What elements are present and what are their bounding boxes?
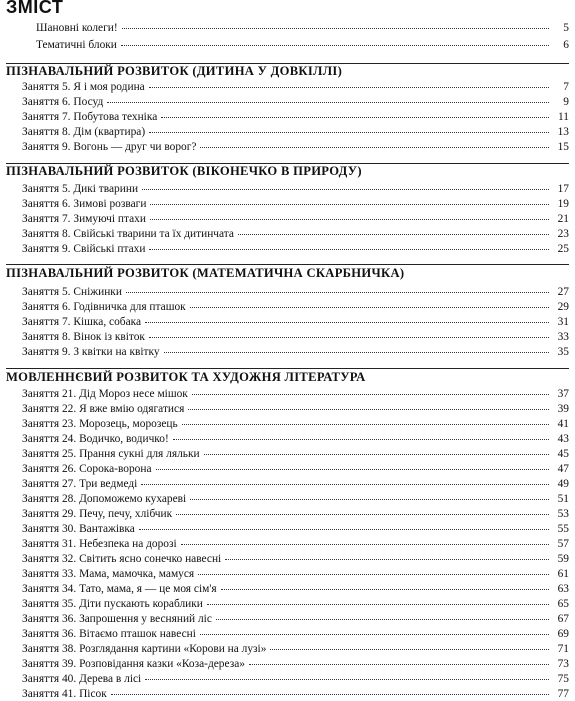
leader-dots [204, 444, 549, 455]
leader-dots [126, 282, 549, 293]
leader-dots [164, 342, 549, 353]
leader-dots [173, 429, 549, 440]
toc-entry [22, 626, 569, 640]
toc-entry [22, 226, 569, 240]
toc-entry-page: 27 [557, 286, 569, 298]
toc-entry [22, 641, 569, 655]
toc-entry-label: Заняття 9. Вогонь — друг чи ворог? [22, 141, 197, 153]
toc-entry [22, 124, 569, 138]
leader-dots [141, 474, 549, 485]
section-divider [6, 368, 569, 369]
toc-entry-label: Заняття 9. З квітки на квітку [22, 346, 160, 358]
toc-entry-label: Тематичні блоки [36, 39, 117, 51]
toc-entry-label: Заняття 8. Свійські тварини та їх дитинчата [22, 228, 234, 240]
toc-entry [22, 94, 569, 108]
toc-entry [22, 446, 569, 460]
leader-dots [200, 137, 549, 148]
toc-entry-page: 47 [557, 463, 569, 475]
toc-entry [22, 566, 569, 580]
toc-entry-page: 7 [563, 81, 569, 93]
toc-entry-label: Заняття 23. Морозець, морозець [22, 418, 178, 430]
toc-entry-label: Заняття 26. Сорока-ворона [22, 463, 152, 475]
toc-entry [22, 521, 569, 535]
toc-entry-page: 67 [557, 613, 569, 625]
toc-entry-label: Заняття 28. Допоможемо кухареві [22, 493, 187, 505]
toc-entry-page: 21 [557, 213, 569, 225]
toc-entry-page: 73 [557, 658, 569, 670]
toc-entry [22, 299, 569, 313]
leader-dots [190, 489, 549, 500]
toc-entry-label: Заняття 7. Зимуючі птахи [22, 213, 146, 225]
toc-entry-page: 17 [557, 183, 569, 195]
leader-dots [149, 77, 549, 88]
leader-dots [121, 35, 549, 46]
leader-dots [270, 639, 549, 650]
leader-dots [181, 534, 549, 545]
toc-entry-label: Заняття 40. Дерева в лісі [22, 673, 142, 685]
toc-entry [22, 314, 569, 328]
toc-entry-label: Заняття 36. Вітаємо пташок навесні [22, 628, 196, 640]
leader-dots [207, 594, 549, 605]
toc-entry-label: Заняття 30. Вантажівка [22, 523, 135, 535]
toc-entry-page: 33 [557, 331, 569, 343]
toc-entry [22, 671, 569, 685]
toc-entry-page: 37 [557, 388, 569, 400]
leader-dots [176, 504, 549, 515]
toc-entry-page: 69 [557, 628, 569, 640]
toc-entry-page: 23 [557, 228, 569, 240]
toc-entry-label: Заняття 8. Дім (квартира) [22, 126, 146, 138]
toc-entry-label: Заняття 7. Побутова техніка [22, 111, 158, 123]
toc-entry [22, 196, 569, 210]
toc-entry-label: Заняття 5. Дикі тварини [22, 183, 139, 195]
toc-entry [22, 211, 569, 225]
leader-dots [200, 624, 549, 635]
toc-entry [22, 416, 569, 430]
leader-dots [156, 459, 549, 470]
toc-entry-page: 43 [557, 433, 569, 445]
toc-entry [22, 109, 569, 123]
toc-entry-page: 29 [557, 301, 569, 313]
toc-entry [22, 536, 569, 550]
leader-dots [142, 179, 549, 190]
section-divider [6, 264, 569, 265]
section-heading: ПІЗНАВАЛЬНИЙ РОЗВИТОК (ВІКОНЕЧКО В ПРИРОДУ) [6, 164, 362, 178]
toc-entry-page: 35 [557, 346, 569, 358]
toc-entry-label: Заняття 22. Я вже вмію одягатися [22, 403, 185, 415]
page-title: ЗМІСТ [6, 0, 64, 17]
toc-entry-label: Заняття 6. Зимові розваги [22, 198, 147, 210]
toc-entry [22, 506, 569, 520]
toc-entry-page: 41 [557, 418, 569, 430]
toc-entry-label: Шановні колеги! [36, 22, 118, 34]
leader-dots [122, 18, 549, 29]
toc-entry [22, 686, 569, 700]
leader-dots [149, 239, 549, 250]
toc-entry-page: 77 [557, 688, 569, 700]
toc-entry [22, 386, 569, 400]
toc-entry-label: Заняття 25. Прання сукні для ляльки [22, 448, 200, 460]
leader-dots [111, 684, 549, 695]
toc-entry [36, 20, 569, 34]
toc-entry-page: 61 [557, 568, 569, 580]
toc-entry-label: Заняття 24. Водичко, водичко! [22, 433, 169, 445]
toc-entry [22, 656, 569, 670]
toc-entry [22, 551, 569, 565]
toc-entry-page: 39 [557, 403, 569, 415]
toc-entry-page: 31 [557, 316, 569, 328]
toc-entry [22, 181, 569, 195]
toc-entry-page: 13 [557, 126, 569, 138]
toc-entry-label: Заняття 32. Світить ясно сонечко навесні [22, 553, 222, 565]
toc-entry [22, 431, 569, 445]
toc-entry-page: 25 [557, 243, 569, 255]
toc-entry-label: Заняття 7. Кішка, собака [22, 316, 142, 328]
leader-dots [238, 224, 549, 235]
section-heading: ПІЗНАВАЛЬНИЙ РОЗВИТОК (ДИТИНА У ДОВКІЛЛІ) [6, 64, 343, 78]
toc-entry-label: Заняття 6. Годівничка для пташок [22, 301, 186, 313]
toc-entry-label: Заняття 35. Діти пускають кораблики [22, 598, 203, 610]
toc-entry [36, 37, 569, 51]
toc-entry-label: Заняття 29. Печу, печу, хлібчик [22, 508, 173, 520]
toc-entry-page: 11 [558, 111, 569, 123]
toc-entry-page: 49 [557, 478, 569, 490]
toc-entry [22, 461, 569, 475]
toc-entry-label: Заняття 5. Сніжинки [22, 286, 122, 298]
toc-entry-label: Заняття 21. Дід Мороз несе мішок [22, 388, 188, 400]
leader-dots [216, 609, 549, 620]
toc-entry-page: 9 [563, 96, 569, 108]
section-heading: ПІЗНАВАЛЬНИЙ РОЗВИТОК (МАТЕМАТИЧНА СКАРБНИЧКА) [6, 266, 405, 280]
toc-entry [22, 344, 569, 358]
leader-dots [145, 312, 549, 323]
toc-entry-label: Заняття 33. Мама, мамочка, мамуся [22, 568, 195, 580]
leader-dots [139, 519, 549, 530]
toc-entry-label: Заняття 36. Запрошення у весняний ліс [22, 613, 212, 625]
section-heading: МОВЛЕННЄВИЙ РОЗВИТОК ТА ХУДОЖНЯ ЛІТЕРАТУРА [6, 370, 366, 384]
toc-entry [22, 491, 569, 505]
toc-entry [22, 401, 569, 415]
toc-entry [22, 241, 569, 255]
toc-entry-label: Заняття 31. Небезпека на дорозі [22, 538, 177, 550]
toc-entry-label: Заняття 6. Посуд [22, 96, 104, 108]
toc-entry [22, 284, 569, 298]
toc-entry-page: 45 [557, 448, 569, 460]
toc-entry [22, 79, 569, 93]
toc-entry-label: Заняття 41. Пісок [22, 688, 107, 700]
toc-entry-page: 75 [557, 673, 569, 685]
toc-entry-label: Заняття 38. Розглядання картини «Корови на лузі» [22, 643, 267, 655]
toc-entry-page: 51 [557, 493, 569, 505]
leader-dots [149, 122, 549, 133]
toc-entry-page: 6 [563, 39, 569, 51]
leader-dots [182, 414, 549, 425]
leader-dots [107, 92, 549, 103]
leader-dots [188, 399, 549, 410]
toc-entry-label: Заняття 34. Тато, мама, я — це моя сім'я [22, 583, 217, 595]
leader-dots [190, 297, 549, 308]
leader-dots [225, 549, 549, 560]
leader-dots [249, 654, 549, 665]
leader-dots [221, 579, 549, 590]
leader-dots [161, 107, 549, 118]
leader-dots [198, 564, 549, 575]
leader-dots [150, 194, 549, 205]
toc-entry [22, 611, 569, 625]
toc-entry [22, 476, 569, 490]
toc-entry-label: Заняття 5. Я і моя родина [22, 81, 145, 93]
toc-entry-page: 59 [557, 553, 569, 565]
toc-entry [22, 596, 569, 610]
toc-entry-page: 15 [557, 141, 569, 153]
toc-entry-page: 57 [557, 538, 569, 550]
leader-dots [192, 384, 549, 395]
toc-entry-page: 5 [563, 22, 569, 34]
toc-entry-page: 55 [557, 523, 569, 535]
toc-entry-label: Заняття 8. Вінок із квіток [22, 331, 145, 343]
toc-entry-label: Заняття 9. Свійські птахи [22, 243, 146, 255]
toc-entry-page: 19 [557, 198, 569, 210]
toc-entry-page: 53 [557, 508, 569, 520]
leader-dots [145, 669, 549, 680]
toc-entry [22, 139, 569, 153]
toc-entry-label: Заняття 27. Три ведмеді [22, 478, 138, 490]
leader-dots [150, 209, 549, 220]
toc-entry-page: 63 [557, 583, 569, 595]
toc-entry-page: 71 [557, 643, 569, 655]
toc-entry [22, 581, 569, 595]
toc-entry-label: Заняття 39. Розповідання казки «Коза-дереза» [22, 658, 245, 670]
leader-dots [149, 327, 549, 338]
toc-entry-page: 65 [557, 598, 569, 610]
toc-entry [22, 329, 569, 343]
